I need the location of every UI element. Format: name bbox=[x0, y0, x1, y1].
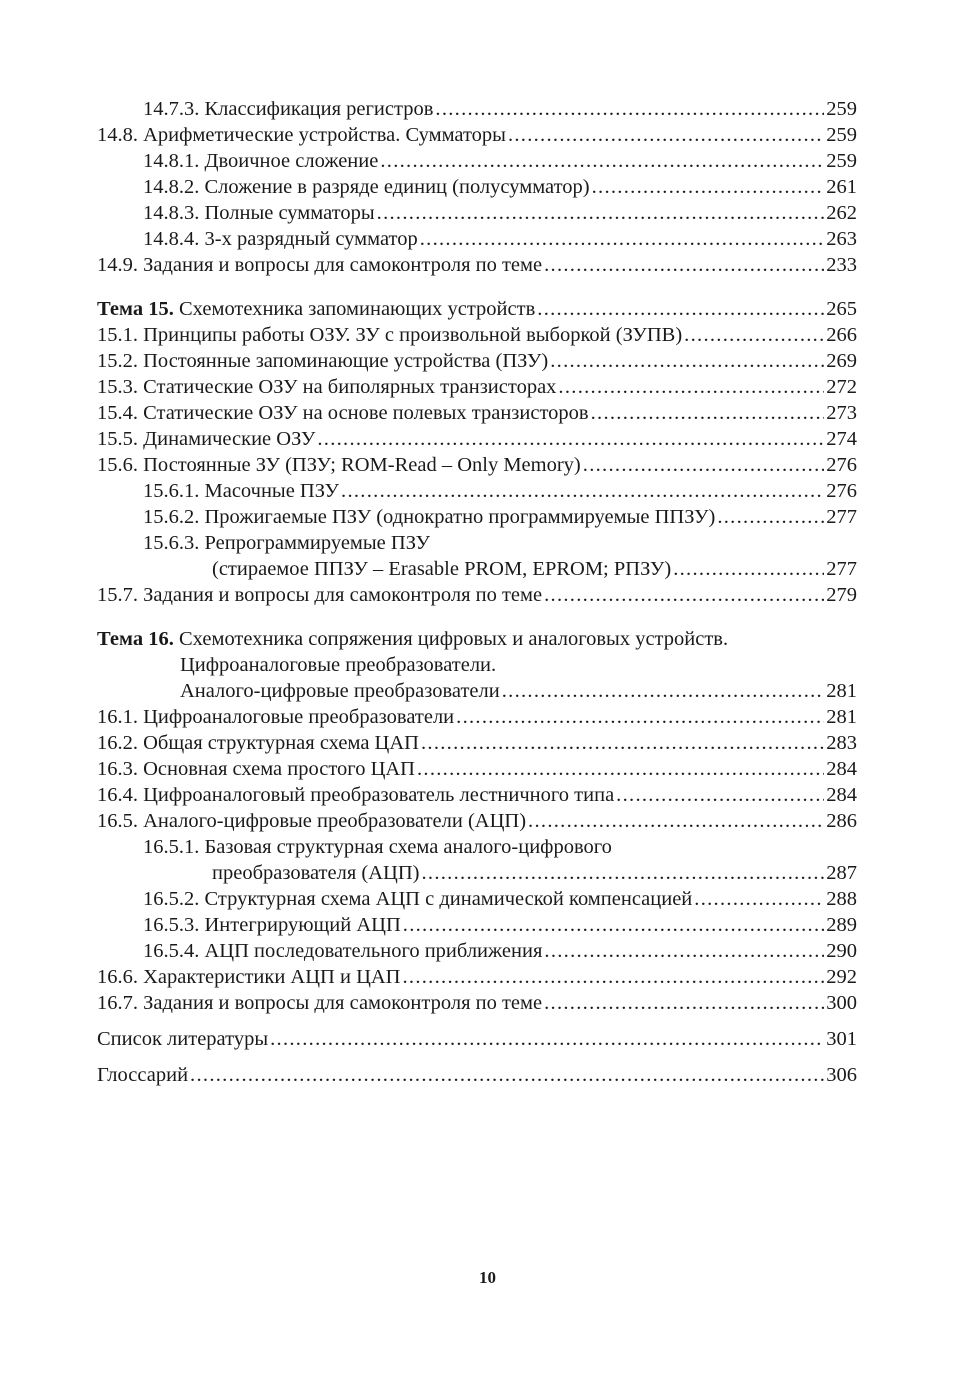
toc-page: 288 bbox=[826, 888, 857, 910]
toc-page: 274 bbox=[826, 428, 857, 450]
toc-theme-16: Тема 16. Схемотехника сопряжения цифровых и аналоговых устройств. bbox=[97, 628, 729, 650]
toc-entry: 15.6.1. Масочные ПЗУ ..... 276 bbox=[97, 478, 857, 504]
page-number: 10 bbox=[479, 1268, 496, 1287]
toc-literature: Список литературы ..... 301 bbox=[97, 1026, 857, 1052]
toc-page: 286 bbox=[826, 810, 857, 832]
toc-entry: 14.9. Задания и вопросы для самоконтроля по теме ..... 233 bbox=[97, 252, 857, 278]
toc-entry: 15.6.2. Прожигаемые ПЗУ (однократно программируемые ППЗУ) ..... 277 bbox=[97, 504, 857, 530]
toc-entry-continuation: (стираемое ППЗУ – Erasable PROM, EPROM; РПЗУ) ..... 277 bbox=[97, 556, 857, 582]
toc-page: 276 bbox=[826, 480, 857, 502]
toc-page: 273 bbox=[826, 402, 857, 424]
toc-entry-continuation: преобразователя (АЦП) ..... 287 bbox=[97, 860, 857, 886]
toc-page: 306 bbox=[826, 1064, 857, 1086]
toc-page: 284 bbox=[826, 758, 857, 780]
toc-entry: 15.5. Динамические ОЗУ ..... 274 bbox=[97, 426, 857, 452]
toc-entry: 14.8.2. Сложение в разряде единиц (полусумматор) ..... 261 bbox=[97, 174, 857, 200]
toc-page: 287 bbox=[826, 862, 857, 884]
toc-entry: 16.1. Цифроаналоговые преобразователи ..... 281 bbox=[97, 704, 857, 730]
toc-theme-16-line3: Аналого-цифровые преобразователи ..... 281 bbox=[97, 678, 857, 704]
toc-theme-16-line2: Цифроаналоговые преобразователи. bbox=[180, 654, 497, 676]
toc-entry: 15.1. Принципы работы ОЗУ. ЗУ с произвольной выборкой (ЗУПВ) ..... 266 bbox=[97, 322, 857, 348]
toc-entry: 16.3. Основная схема простого ЦАП ..... 284 bbox=[97, 756, 857, 782]
toc-entry: 15.7. Задания и вопросы для самоконтроля по теме ..... 279 bbox=[97, 582, 857, 608]
toc-entry: 14.7.3. Классификация регистров ..... 259 bbox=[97, 96, 857, 122]
toc-page: 259 bbox=[826, 98, 857, 120]
toc-entry: 14.8. Арифметические устройства. Сумматоры ..... 259 bbox=[97, 122, 857, 148]
toc-glossary: Глоссарий ..... 306 bbox=[97, 1062, 857, 1088]
toc-entry: 15.3. Статические ОЗУ на биполярных транзисторах ..... 272 bbox=[97, 374, 857, 400]
toc-page: 283 bbox=[826, 732, 857, 754]
toc-page: 269 bbox=[826, 350, 857, 372]
toc-entry: 14.8.1. Двоичное сложение ..... 259 bbox=[97, 148, 857, 174]
toc-page: 262 bbox=[826, 202, 857, 224]
toc-entry: 16.5.4. АЦП последовательного приближения ..... 290 bbox=[97, 938, 857, 964]
toc-entry: 16.5.1. Базовая структурная схема аналого-цифрового bbox=[143, 836, 612, 858]
toc-page: 279 bbox=[826, 584, 857, 606]
toc-page: 263 bbox=[826, 228, 857, 250]
toc-entry: 14.8.4. 3-х разрядный сумматор ..... 263 bbox=[97, 226, 857, 252]
toc-entry: 14.8.3. Полные сумматоры ..... 262 bbox=[97, 200, 857, 226]
toc-page: 261 bbox=[826, 176, 857, 198]
toc-page: 281 bbox=[826, 680, 857, 702]
toc-page: 301 bbox=[826, 1028, 857, 1050]
toc-entry: 16.4. Цифроаналоговый преобразователь лестничного типа ..... 284 bbox=[97, 782, 857, 808]
toc-entry: 16.7. Задания и вопросы для самоконтроля по теме ..... 300 bbox=[97, 990, 857, 1016]
toc-page: 284 bbox=[826, 784, 857, 806]
toc-page: 259 bbox=[826, 150, 857, 172]
toc-entry: 15.6.3. Репрограммируемые ПЗУ bbox=[143, 532, 430, 554]
table-of-contents bbox=[97, 96, 857, 1088]
toc-page: 289 bbox=[826, 914, 857, 936]
toc-page: 233 bbox=[826, 254, 857, 276]
toc-page: 265 bbox=[826, 298, 857, 320]
toc-entry: 16.5. Аналого-цифровые преобразователи (АЦП) ..... 286 bbox=[97, 808, 857, 834]
toc-page: 292 bbox=[826, 966, 857, 988]
toc-entry: 16.5.2. Структурная схема АЦП с динамической компенсацией ..... 288 bbox=[97, 886, 857, 912]
toc-entry: 15.2. Постоянные запоминающие устройства (ПЗУ) ..... 269 bbox=[97, 348, 857, 374]
toc-entry: 16.2. Общая структурная схема ЦАП ..... 283 bbox=[97, 730, 857, 756]
toc-entry: 16.6. Характеристики АЦП и ЦАП ..... 292 bbox=[97, 964, 857, 990]
toc-page: 300 bbox=[826, 992, 857, 1014]
toc-theme-15: Тема 15. Схемотехника запоминающих устройств ..... 265 bbox=[97, 296, 857, 322]
toc-entry: 16.5.3. Интегрирующий АЦП ..... 289 bbox=[97, 912, 857, 938]
toc-page: 272 bbox=[826, 376, 857, 398]
toc-page: 281 bbox=[826, 706, 857, 728]
toc-page: 277 bbox=[826, 506, 857, 528]
toc-page: 290 bbox=[826, 940, 857, 962]
toc-entry: 15.6. Постоянные ЗУ (ПЗУ; ROM-Read – Only Memory) ..... 276 bbox=[97, 452, 857, 478]
toc-page: 259 bbox=[826, 124, 857, 146]
toc-page: 277 bbox=[826, 558, 857, 580]
toc-page: 276 bbox=[826, 454, 857, 476]
toc-page: 266 bbox=[826, 324, 857, 346]
toc-entry: 15.4. Статические ОЗУ на основе полевых транзисторов ..... 273 bbox=[97, 400, 857, 426]
